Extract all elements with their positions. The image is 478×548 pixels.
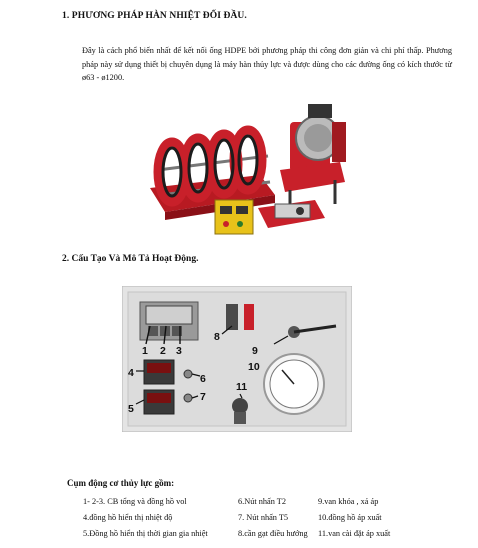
legend-item: 11.van cài đặt áp xuất bbox=[318, 529, 391, 538]
intro-paragraph: Đây là cách phổ biến nhất để kết nối ống HDPE bởi phương pháp thi công đơn giản và chi phí thấp. Phương pháp này sử dụng thiết bị chuyên dụng là máy hàn thủy lực và được dùng cho các đường ống có kích thước từ ø63 - ø1200. bbox=[82, 46, 452, 82]
legend-item: 8.cần gạt điều hướng bbox=[238, 529, 308, 538]
legend-item: 10.đồng hồ áp xuất bbox=[318, 513, 382, 522]
legend-item: 7. Nút nhấn T5 bbox=[238, 513, 289, 522]
section-heading-2: 2. Cấu Tạo Và Mô Tả Hoạt Động. bbox=[62, 254, 199, 264]
control-panel-image bbox=[122, 286, 352, 432]
legend-column-3 bbox=[318, 494, 390, 542]
panel-label-10: 10 bbox=[248, 361, 260, 373]
section-heading-3: Cụm động cơ thủy lực gồm: bbox=[67, 478, 175, 488]
legend-column-1 bbox=[83, 494, 208, 542]
legend-item: 9.van khóa , xả áp bbox=[318, 497, 379, 506]
panel-label-6: 6 bbox=[200, 373, 206, 385]
panel-label-2: 2 bbox=[160, 345, 166, 357]
panel-label-3: 3 bbox=[176, 345, 182, 357]
legend-column-2 bbox=[238, 494, 308, 542]
panel-label-7: 7 bbox=[200, 391, 206, 403]
legend-item: 6.Nút nhấn T2 bbox=[238, 497, 287, 506]
section-heading-1: 1. PHƯƠNG PHÁP HÀN NHIỆT ĐỐI ĐẦU. bbox=[62, 11, 247, 21]
legend-item: 1- 2-3. CB tổng và đồng hồ vol bbox=[83, 497, 187, 506]
butt-fusion-machine-image bbox=[140, 100, 365, 240]
panel-label-8: 8 bbox=[214, 331, 220, 343]
panel-label-4: 4 bbox=[128, 367, 134, 379]
panel-label-11: 11 bbox=[236, 381, 248, 393]
panel-label-9: 9 bbox=[252, 345, 258, 357]
panel-label-1: 1 bbox=[142, 345, 148, 357]
legend-item: 4.đồng hồ hiển thị nhiệt độ bbox=[83, 513, 173, 522]
legend-item: 5.Đồng hồ hiển thị thời gian gia nhiệt bbox=[83, 529, 208, 538]
panel-label-5: 5 bbox=[128, 403, 134, 415]
